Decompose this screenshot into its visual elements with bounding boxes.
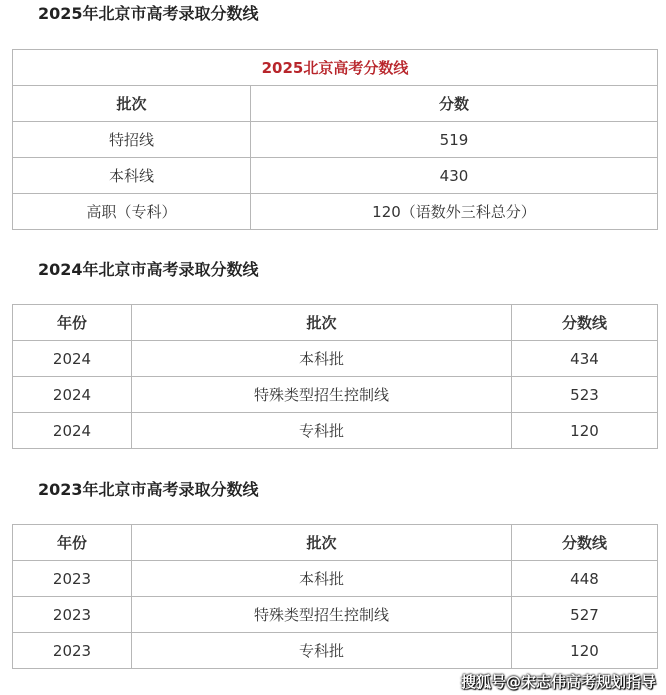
score-cell: 120（语数外三科总分） [251, 194, 658, 230]
batch-cell: 特殊类型招生控制线 [132, 597, 512, 633]
table-header-row [13, 525, 658, 561]
score-cell: 430 [251, 158, 658, 194]
column-header-score: 分数 [251, 86, 658, 122]
column-header-year: 年份 [13, 525, 132, 561]
year-cell: 2023 [13, 597, 132, 633]
table-row [13, 561, 658, 597]
year-cell: 2023 [13, 561, 132, 597]
table-row [13, 194, 658, 230]
score-cell: 434 [512, 341, 658, 377]
table-row [13, 122, 658, 158]
batch-cell: 本科批 [132, 561, 512, 597]
section-heading-2024: 2024年北京市高考录取分数线 [38, 260, 259, 279]
table-header-row [13, 305, 658, 341]
batch-cell: 本科线 [13, 158, 251, 194]
column-header-batch: 批次 [132, 305, 512, 341]
table-row [13, 597, 658, 633]
year-cell: 2023 [13, 633, 132, 669]
score-table-2024 [12, 304, 658, 449]
table-row [13, 341, 658, 377]
table-caption-row [13, 50, 658, 86]
score-cell: 523 [512, 377, 658, 413]
section-heading-2025: 2025年北京市高考录取分数线 [38, 4, 259, 23]
score-table-2025 [12, 49, 658, 230]
score-cell: 120 [512, 633, 658, 669]
score-table-2023 [12, 524, 658, 669]
table-row [13, 377, 658, 413]
batch-cell: 特殊类型招生控制线 [132, 377, 512, 413]
table-header-row [13, 86, 658, 122]
table-row [13, 413, 658, 449]
table-row [13, 633, 658, 669]
column-header-batch: 批次 [132, 525, 512, 561]
section-heading-2023: 2023年北京市高考录取分数线 [38, 480, 259, 499]
column-header-batch: 批次 [13, 86, 251, 122]
year-cell: 2024 [13, 377, 132, 413]
column-header-score-line: 分数线 [512, 525, 658, 561]
score-cell: 527 [512, 597, 658, 633]
batch-cell: 专科批 [132, 413, 512, 449]
score-cell: 448 [512, 561, 658, 597]
batch-cell: 专科批 [132, 633, 512, 669]
score-cell: 519 [251, 122, 658, 158]
batch-cell: 高职（专科） [13, 194, 251, 230]
column-header-year: 年份 [13, 305, 132, 341]
watermark: 搜狐号@宋志伟高考规划指导 [460, 673, 656, 691]
year-cell: 2024 [13, 413, 132, 449]
score-cell: 120 [512, 413, 658, 449]
batch-cell: 本科批 [132, 341, 512, 377]
table-caption: 2025北京高考分数线 [13, 50, 658, 86]
batch-cell: 特招线 [13, 122, 251, 158]
year-cell: 2024 [13, 341, 132, 377]
column-header-score-line: 分数线 [512, 305, 658, 341]
table-row [13, 158, 658, 194]
